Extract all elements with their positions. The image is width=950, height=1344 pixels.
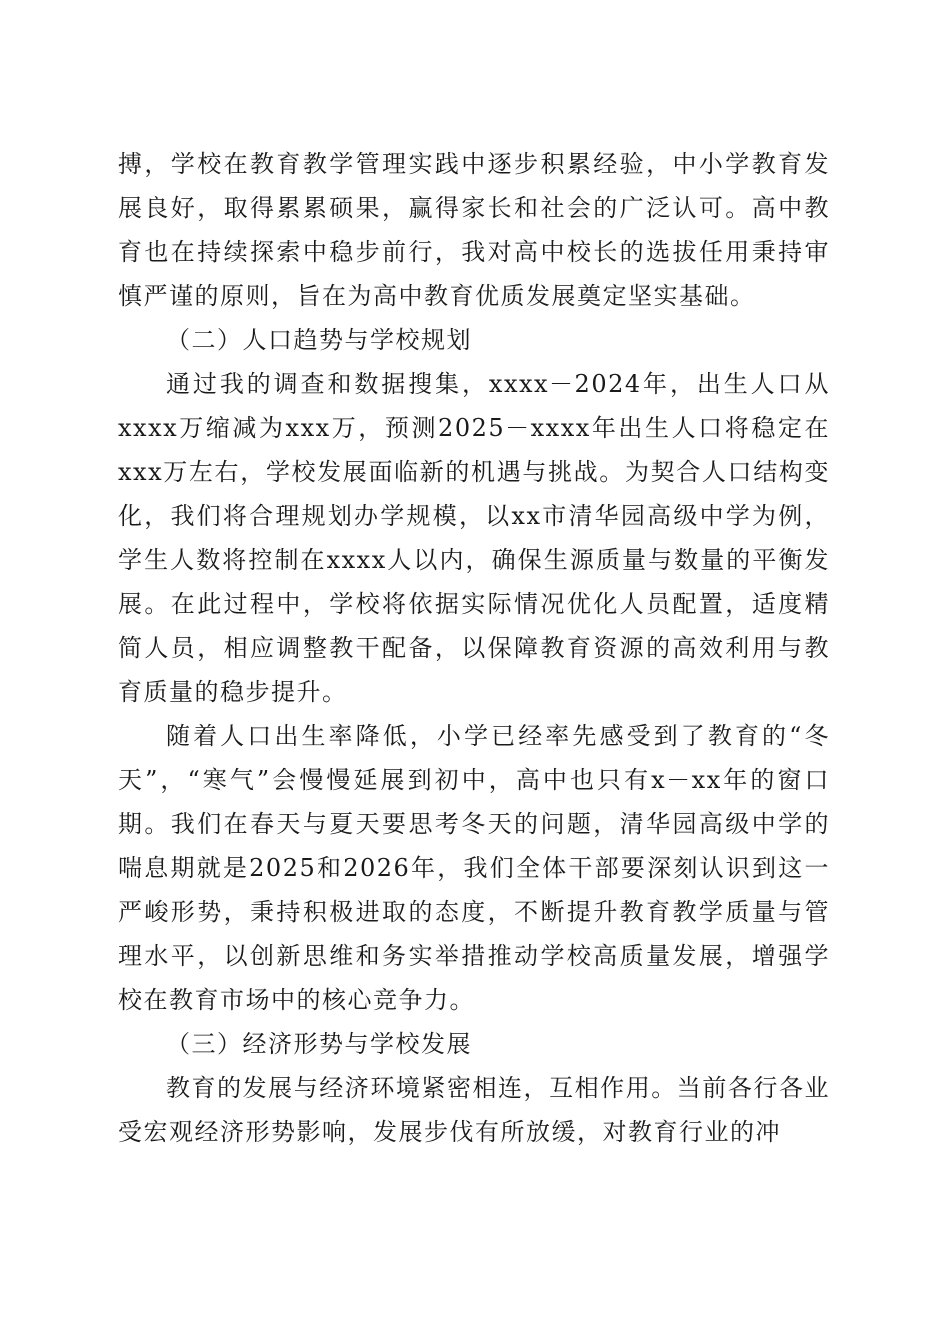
paragraph-population-data: 通过我的调查和数据搜集，xxxx－2024年，出生人口从xxxx万缩减为xxx万，预测2025－xxxx年出生人口将稳定在xxx万左右，学校发展面临新的机遇与挑战。为契合人口结构变化，我们将合理规划办学规模，以xx市清华园高级中学为例，学生人数将控制在xxxx人以内，确保生源质量与数量的平衡发展。在此过程中，学校将依据实际情况优化人员配置，适度精简人员，相应调整教干配备，以保障教育资源的高效利用与教育质量的稳步提升。 xyxy=(118,370,830,706)
paragraph-economy: 教育的发展与经济环境紧密相连，互相作用。当前各行各业受宏观经济形势影响，发展步伐有所放缓，对教育行业的冲 xyxy=(118,1074,830,1146)
document-body xyxy=(118,142,830,1154)
paragraph-continued: 搏，学校在教育教学管理实践中逐步积累经验，中小学教育发展良好，取得累累硕果，赢得家长和社会的广泛认可。高中教育也在持续探索中稳步前行，我对高中校长的选拔任用秉持审慎严谨的原则，旨在为高中教育优质发展奠定坚实基础。 xyxy=(118,150,830,310)
paragraph-birth-rate: 随着人口出生率降低，小学已经率先感受到了教育的“冬天”，“寒气”会慢慢延展到初中，高中也只有x－xx年的窗口期。我们在春天与夏天要思考冬天的问题，清华园高级中学的喘息期就是2025和2026年，我们全体干部要深刻认识到这一严峻形势，秉持积极进取的态度，不断提升教育教学质量与管理水平，以创新思维和务实举措推动学校高质量发展，增强学校在教育市场中的核心竞争力。 xyxy=(118,722,830,1014)
section-heading-economy: （三）经济形势与学校发展 xyxy=(166,1030,472,1058)
section-heading-population: （二）人口趋势与学校规划 xyxy=(166,326,472,354)
